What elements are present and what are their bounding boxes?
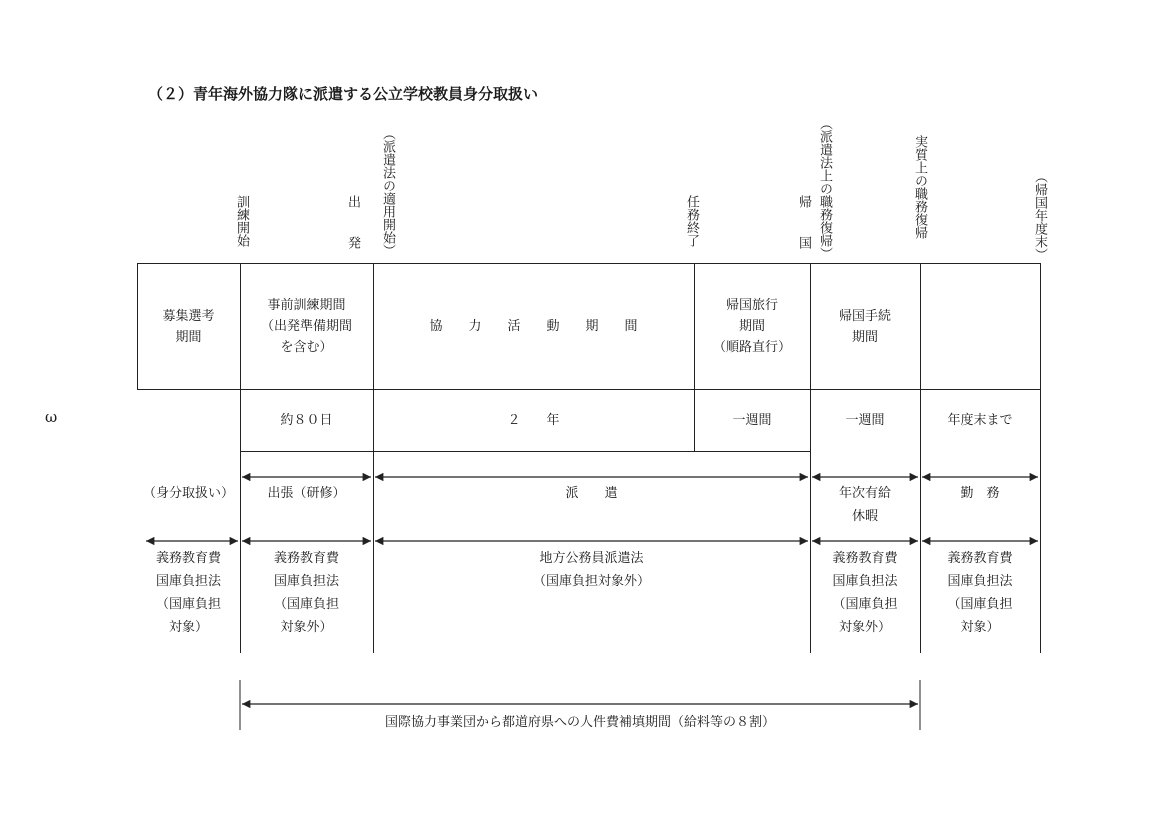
milestone-fiscal-year-end: （帰国年度末） (1032, 170, 1047, 261)
milestone-departure-bottom: 発 (345, 236, 360, 249)
milestone-actual-return: 実質上の職務復帰 (912, 135, 927, 239)
duration-cooperation: ２ 年 (507, 413, 560, 428)
milestone-return-bottom: 国 (796, 236, 811, 249)
status-pretraining: 出張（研修） (267, 486, 346, 501)
page-title: （２）青年海外協力隊に派遣する公立学校教員身分取扱い (148, 85, 539, 103)
duration-return-travel: 一週間 (732, 413, 772, 428)
duration-after: 年度末まで (947, 413, 1013, 428)
subsidy-label: 国際協力事業団から都道府県への人件費補填期間（給料等の８割） (384, 715, 775, 730)
period-pretraining: 事前訓練期間 （出発準備期間 を含む） (260, 298, 352, 355)
law-recruit: 義務教育費 国庫負担法 （国庫負担 対象） (155, 551, 221, 635)
milestone-training-start: 訓練開始 (234, 195, 249, 247)
status-dispatch: 派 遣 (565, 486, 618, 501)
law-pretraining: 義務教育費 国庫負担法 （国庫負担 対象外） (273, 551, 339, 635)
status-header: （身分取扱い） (142, 486, 234, 501)
law-dispatch: 地方公務員派遣法 （国庫負担対象外） (532, 551, 650, 589)
period-recruit: 募集選考 期間 (162, 308, 215, 345)
milestone-dispatch-law-start: （派遣法の適用開始） (380, 127, 395, 257)
page-mark: ω (45, 408, 58, 426)
duration-pretraining: 約８０日 (280, 413, 333, 428)
status-leave: 年次有給 休暇 (838, 486, 891, 524)
period-return-procedure: 帰国手続 期間 (838, 308, 891, 345)
milestone-return-top: 帰 (796, 195, 811, 208)
milestone-mission-end: 任務終了 (684, 195, 699, 247)
period-return-travel: 帰国旅行 期間 （順路直行） (712, 298, 791, 355)
law-after: 義務教育費 国庫負担法 （国庫負担 対象） (947, 551, 1013, 635)
duration-return-procedure: 一週間 (845, 413, 885, 428)
status-work: 勤 務 (960, 486, 1000, 501)
milestone-dispatch-law-return: （派遣法上の職務復帰） (817, 117, 832, 260)
law-return: 義務教育費 国庫負担法 （国庫負担 対象外） (832, 551, 898, 635)
milestone-departure-top: 出 (345, 195, 360, 208)
period-cooperation: 協 力 活 動 期 間 (429, 319, 638, 334)
